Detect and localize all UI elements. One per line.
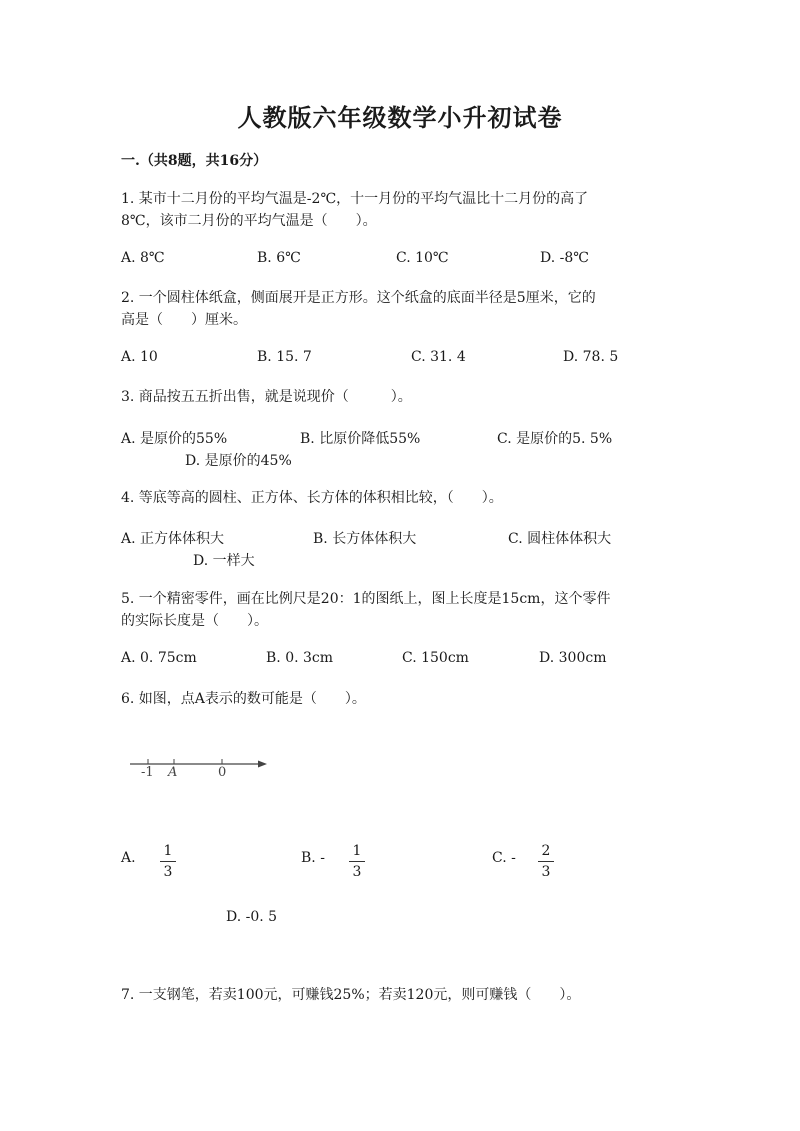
section-header: 一.（共8题，共16分） — [121, 153, 268, 169]
label-point-a: A — [168, 765, 178, 780]
question-6-line-1: 6. 如图，点A表示的数可能是（ ）。 — [121, 691, 366, 707]
question-5-line-2: 的实际长度是（ ）。 — [121, 613, 268, 629]
q2-option-c[interactable]: C. 31. 4 — [411, 349, 466, 365]
fraction-bar — [160, 861, 176, 862]
fraction-bar — [349, 861, 365, 862]
q1-option-b[interactable]: B. 6℃ — [257, 250, 301, 266]
q2-option-a[interactable]: A. 10 — [121, 349, 158, 365]
q6-option-a-prefix: A. — [121, 850, 136, 866]
q5-option-d[interactable]: D. 300cm — [539, 650, 607, 666]
question-2-line-1: 2. 一个圆柱体纸盒，侧面展开是正方形。这个纸盒的底面半径是5厘米，它的 — [121, 290, 596, 306]
q6-option-c-prefix: C. - — [492, 850, 516, 866]
q1-option-a[interactable]: A. 8℃ — [121, 250, 165, 266]
q3-option-d[interactable]: D. 是原价的45% — [185, 453, 292, 469]
q6-option-d[interactable]: D. -0. 5 — [226, 909, 278, 925]
q2-option-b[interactable]: B. 15. 7 — [257, 349, 312, 365]
q6-option-b[interactable] — [301, 850, 325, 866]
fraction-numerator: 1 — [352, 843, 362, 859]
fraction-denominator: 3 — [163, 864, 173, 880]
question-4-line-1: 4. 等底等高的圆柱、正方体、长方体的体积相比较，（ ）。 — [121, 490, 503, 506]
q3-option-c[interactable]: C. 是原价的5. 5% — [497, 431, 613, 447]
fraction-numerator: 1 — [163, 843, 173, 859]
label-zero: 0 — [218, 765, 227, 780]
question-1-line-2: 8℃，该市二月份的平均气温是（ ）。 — [121, 213, 377, 229]
question-3-line-1: 3. 商品按五五折出售，就是说现价（ ）。 — [121, 389, 412, 405]
q6-option-b-fraction — [346, 843, 368, 880]
fraction-bar — [538, 861, 554, 862]
q6-option-c[interactable] — [492, 850, 516, 866]
q5-option-a[interactable]: A. 0. 75cm — [121, 650, 197, 666]
q3-option-b[interactable]: B. 比原价降低55% — [300, 431, 421, 447]
q1-option-d[interactable]: D. -8℃ — [540, 250, 589, 266]
question-1-line-1: 1. 某市十二月份的平均气温是-2℃，十一月份的平均气温比十二月份的高了 — [121, 191, 589, 207]
q1-option-c[interactable]: C. 10℃ — [396, 250, 449, 266]
page-title: 人教版六年级数学小升初试卷 — [237, 103, 563, 132]
q6-option-a[interactable] — [121, 850, 136, 866]
label-minus-one: -1 — [141, 765, 154, 780]
question-5-line-1: 5. 一个精密零件，画在比例尺是20：1的图纸上，图上长度是15cm，这个零件 — [121, 591, 611, 607]
q5-option-b[interactable]: B. 0. 3cm — [266, 650, 334, 666]
q4-option-b[interactable]: B. 长方体体积大 — [313, 531, 417, 547]
fraction-denominator: 3 — [352, 864, 362, 880]
q6-option-b-prefix: B. - — [301, 850, 325, 866]
fraction-denominator: 3 — [541, 864, 551, 880]
number-line-arrow — [258, 761, 267, 768]
q4-option-c[interactable]: C. 圆柱体体积大 — [508, 531, 612, 547]
q6-option-a-fraction — [157, 843, 179, 880]
q5-option-c[interactable]: C. 150cm — [402, 650, 469, 666]
q2-option-d[interactable]: D. 78. 5 — [563, 349, 619, 365]
q6-option-c-fraction — [535, 843, 557, 880]
q3-option-a[interactable]: A. 是原价的55% — [121, 431, 228, 447]
q4-option-d[interactable]: D. 一样大 — [193, 553, 255, 569]
fraction-numerator: 2 — [541, 843, 551, 859]
question-7-line-1: 7. 一支钢笔，若卖100元，可赚钱25%；若卖120元，则可赚钱（ ）。 — [121, 987, 581, 1003]
q4-option-a[interactable]: A. 正方体体积大 — [121, 531, 225, 547]
question-2-line-2: 高是（ ）厘米。 — [121, 312, 247, 328]
